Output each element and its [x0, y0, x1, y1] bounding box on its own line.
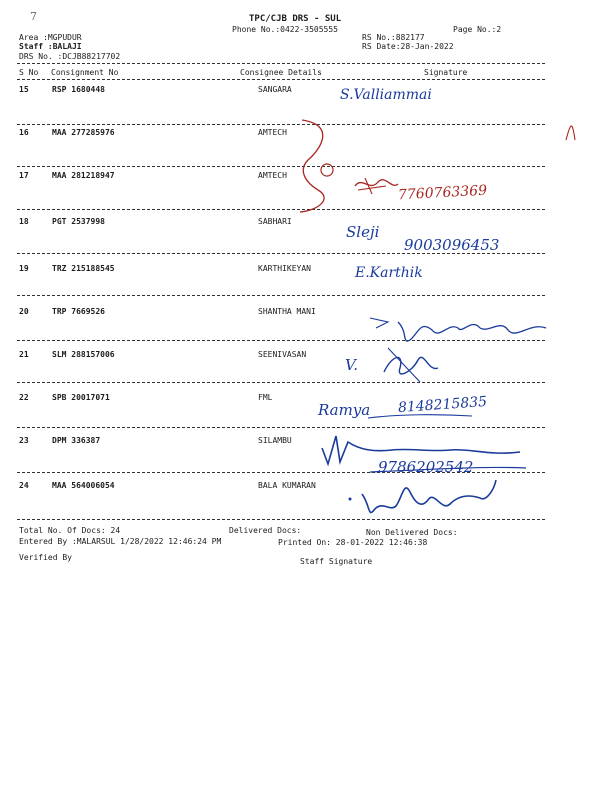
staff-field: Staff :BALAJI: [19, 42, 82, 51]
row-consignment: MAA 281218947: [52, 171, 115, 180]
row-sno: 20: [19, 307, 29, 316]
signature-scribble: [398, 322, 546, 341]
signature-scribble: [322, 436, 520, 464]
page-number: Page No.:2: [453, 25, 502, 34]
signature-phone: 9003096453: [404, 236, 500, 254]
row-consignee: AMTECH: [258, 128, 287, 137]
row-sno: 24: [19, 481, 29, 490]
col-consignment: Consignment No: [51, 68, 119, 77]
col-signature: Signature: [424, 68, 468, 77]
row-consignee: FML: [258, 393, 273, 402]
row-sno: 22: [19, 393, 29, 402]
signature-scribble: [368, 415, 472, 418]
drs-number: DRS No. :DCJB88217702: [19, 52, 121, 61]
signature-name: Sleji: [346, 223, 380, 241]
signature-scribble: [355, 180, 398, 186]
row-consignee: SHANTHA MANI: [258, 307, 316, 316]
non-delivered-docs: Non Delivered Docs:: [366, 528, 458, 537]
signature-name: S.Valliammai: [340, 87, 432, 103]
area-field: Area :MGPUDUR: [19, 33, 82, 42]
row-consignee: SEENIVASAN: [258, 350, 307, 359]
row-sno: 18: [19, 217, 29, 226]
total-docs: Total No. Of Docs: 24: [19, 526, 121, 535]
row-consignee: KARTHIKEYAN: [258, 264, 311, 273]
verified-by: Verified By: [19, 553, 72, 562]
row-sno: 16: [19, 128, 29, 137]
row-consignee: SANGARA: [258, 85, 292, 94]
row-consignment: MAA 277285976: [52, 128, 115, 137]
signature-name: V.: [345, 356, 358, 374]
signature-scribble: [362, 480, 496, 512]
row-consignee: SILAMBU: [258, 436, 292, 445]
signature-name: E.Karthik: [355, 265, 423, 281]
col-sno: S No: [19, 68, 39, 77]
printed-on: Printed On: 28-01-2022 12:46:38: [278, 538, 428, 547]
signature-scribble: [566, 126, 575, 140]
rs-date: RS Date:28-Jan-2022: [362, 42, 454, 51]
row-consignment: TRP 7669526: [52, 307, 105, 316]
entered-by: Entered By :MALARSUL 1/28/2022 12:46:24 PM: [19, 537, 222, 546]
row-consignment: PGT 2537998: [52, 217, 105, 226]
row-consignment: TRZ 215188545: [52, 264, 115, 273]
row-sno: 19: [19, 264, 29, 273]
signature-name: Ramya: [318, 401, 371, 419]
staff-signature: Staff Signature: [300, 557, 373, 566]
signature-scribble: [300, 120, 324, 212]
row-consignment: RSP 1680448: [52, 85, 105, 94]
row-consignment: DPM 336387: [52, 436, 101, 445]
signature-scribble: [349, 498, 352, 501]
rs-number: RS No.:882177: [362, 33, 425, 42]
corner-mark: 7: [30, 10, 37, 23]
row-consignee: SABHARI: [258, 217, 292, 226]
row-consignment: SPB 20017071: [52, 393, 110, 402]
row-sno: 17: [19, 171, 29, 180]
row-consignee: BALA KUMARAN: [258, 481, 316, 490]
signature-scribble: [370, 318, 388, 328]
delivered-docs: Delivered Docs:: [229, 526, 302, 535]
phone-number: Phone No.:0422-3505555: [232, 25, 338, 34]
signature-scribble: [370, 467, 526, 472]
row-consignment: MAA 564006054: [52, 481, 115, 490]
signature-phone: 7760763369: [397, 182, 488, 204]
signature-phone: 9786202542: [378, 458, 474, 476]
divider: [17, 519, 545, 520]
row-sno: 15: [19, 85, 29, 94]
signature-scribble: [384, 357, 438, 374]
row-consignment: SLM 288157006: [52, 350, 115, 359]
col-consignee: Consignee Details: [240, 68, 322, 77]
page-title: TPC/CJB DRS - SUL: [249, 14, 342, 24]
row-sno: 21: [19, 350, 29, 359]
row-consignee: AMTECH: [258, 171, 287, 180]
row-sno: 23: [19, 436, 29, 445]
signature-phone: 8148215835: [397, 393, 488, 417]
signature-scribble: [321, 164, 333, 176]
